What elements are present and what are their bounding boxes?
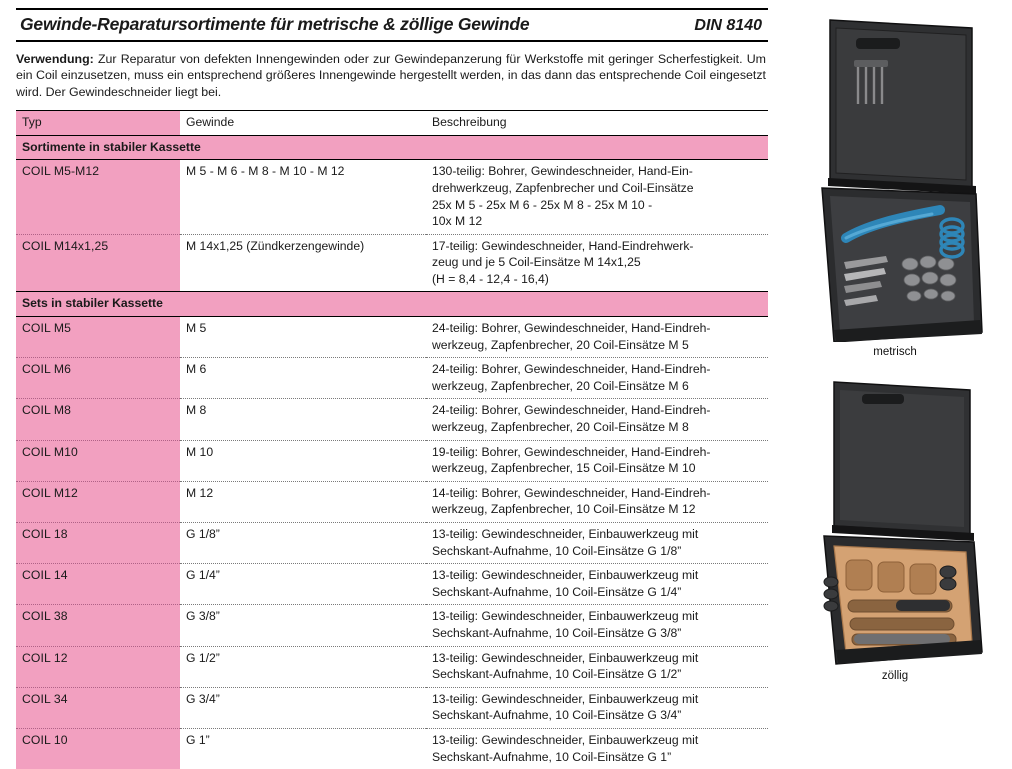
desc-line: werkzeug, Zapfenbrecher, 10 Coil-Einsätze M 12 [432,502,696,517]
desc-line: 17-teilig: Gewindeschneider, Hand-Eindrehwerk- [432,238,694,253]
cell-gewinde: M 6 [180,358,426,399]
cell-typ: COIL 10 [16,728,180,769]
desc-line: 24-teilig: Bohrer, Gewindeschneider, Hand-Eindreh- [432,403,711,418]
cell-beschreibung [426,687,768,728]
desc-line: Sechskant-Aufnahme, 10 Coil-Einsätze G 1/2” [432,667,682,682]
desc-line: 13-teilig: Gewindeschneider, Einbauwerkzeug mit [432,527,699,541]
section-title: Sets in stabiler Kassette [16,292,768,317]
content-column [16,8,768,769]
desc-line: Sechskant-Aufnahme, 10 Coil-Einsätze G 1/8” [432,543,682,558]
table-row [16,646,768,687]
desc-line: 25x M 5 - 25x M 6 - 25x M 8 - 25x M 10 - [432,197,653,212]
cell-typ: COIL 14 [16,564,180,605]
desc-line: Sechskant-Aufnahme, 10 Coil-Einsätze G 1” [432,749,672,764]
intro-label: Verwendung: [16,52,94,66]
cell-gewinde: G 3/4” [180,687,426,728]
cell-beschreibung [426,564,768,605]
cell-beschreibung [426,234,768,292]
cell-gewinde: M 8 [180,399,426,440]
cell-typ: COIL M10 [16,440,180,481]
photo-column [790,12,1000,682]
cell-beschreibung [426,605,768,646]
cell-typ: COIL M5 [16,317,180,358]
cell-gewinde: M 5 - M 6 - M 8 - M 10 - M 12 [180,160,426,234]
cell-typ: COIL 34 [16,687,180,728]
desc-line: werkzeug, Zapfenbrecher, 15 Coil-Einsätze M 10 [432,461,696,476]
cell-typ: COIL 38 [16,605,180,646]
desc-line: 13-teilig: Gewindeschneider, Einbauwerkzeug mit [432,609,699,624]
cell-beschreibung [426,523,768,564]
table-row [16,399,768,440]
table-header-row [16,111,768,136]
section-header-row [16,292,768,317]
desc-line: 13-teilig: Gewindeschneider, Einbauwerkzeug mit [432,650,699,665]
cell-beschreibung [426,646,768,687]
cell-typ: COIL M6 [16,358,180,399]
imperial-case-illustration [800,376,990,666]
table-row [16,523,768,564]
table-row [16,481,768,522]
desc-line: werkzeug, Zapfenbrecher, 20 Coil-Einsätze M 8 [432,420,689,435]
cell-gewinde: G 1/8” [180,523,426,564]
column-header-gewinde: Gewinde [180,111,426,136]
imperial-case-svg [800,376,990,666]
cell-beschreibung [426,399,768,440]
desc-line: Sechskant-Aufnahme, 10 Coil-Einsätze G 1/4” [432,584,682,599]
desc-line: 24-teilig: Bohrer, Gewindeschneider, Hand-Eindreh- [432,321,711,336]
table-row [16,440,768,481]
column-header-beschreibung: Beschreibung [426,111,768,136]
desc-line: 13-teilig: Gewindeschneider, Einbauwerkzeug mit [432,691,699,706]
desc-line: zeug und je 5 Coil-Einsätze M 14x1,25 [432,255,641,270]
desc-line: 13-teilig: Gewindeschneider, Einbauwerkzeug mit [432,568,699,583]
section-header-row [16,135,768,160]
desc-line: 13-teilig: Gewindeschneider, Einbauwerkzeug mit [432,732,699,747]
table-row [16,234,768,292]
intro-text: Zur Reparatur von defekten Innengewinden oder zur Gewindepanzerung für Werkstoffe mit geringer Scherfestigkeit. Um ein Coil einzusetzen, muss ein entsprechend größeres Innengewinde hergestellt werden, in das dann das entsprechende Coil eingesetzt wird. Der Gewindeschneider liegt bei. [16,52,766,99]
table-row [16,160,768,234]
table-row [16,605,768,646]
desc-line: 19-teilig: Bohrer, Gewindeschneider, Hand-Eindreh- [432,444,711,459]
cell-gewinde: M 10 [180,440,426,481]
table-row [16,564,768,605]
desc-line: werkzeug, Zapfenbrecher, 20 Coil-Einsätze M 5 [432,337,689,352]
cell-gewinde: G 3/8” [180,605,426,646]
cell-typ: COIL M8 [16,399,180,440]
desc-line: Sechskant-Aufnahme, 10 Coil-Einsätze G 3/8” [432,625,682,640]
column-header-typ: Typ [16,111,180,136]
table-row [16,358,768,399]
table-row [16,687,768,728]
products-table [16,110,768,769]
cell-beschreibung [426,317,768,358]
cell-typ: COIL 18 [16,523,180,564]
cell-beschreibung [426,728,768,769]
photo-caption-imperial: zöllig [881,670,909,682]
cell-beschreibung [426,440,768,481]
photo-caption-metric: metrisch [873,346,917,358]
page-title-bar [16,8,768,42]
intro-paragraph [16,51,768,100]
cell-beschreibung [426,160,768,234]
desc-line: (H = 8,4 - 12,4 - 16,4) [432,271,549,286]
cell-gewinde: M 12 [180,481,426,522]
cell-typ: COIL M14x1,25 [16,234,180,292]
desc-line: werkzeug, Zapfenbrecher, 20 Coil-Einsätze M 6 [432,378,689,393]
cell-typ: COIL M12 [16,481,180,522]
desc-line: 10x M 12 [432,214,483,229]
norm-badge: DIN 8140 [694,17,762,34]
table-row [16,728,768,769]
table-row [16,317,768,358]
imperial-case-photo [790,376,1000,682]
cell-gewinde: M 14x1,25 (Zündkerzengewinde) [180,234,426,292]
desc-line: drehwerkzeug, Zapfenbrecher und Coil-Einsätze [432,180,694,195]
cell-gewinde: M 5 [180,317,426,358]
page-title: Gewinde-Reparatursortimente für metrische & zöllige Gewinde [20,14,530,34]
cell-beschreibung [426,481,768,522]
metric-case-svg [800,12,990,342]
desc-line: 130-teilig: Bohrer, Gewindeschneider, Hand-Ein- [432,164,693,179]
cell-gewinde: G 1” [186,732,210,747]
metric-case-photo [790,12,1000,358]
cell-beschreibung [426,358,768,399]
desc-line: Sechskant-Aufnahme, 10 Coil-Einsätze G 3/4” [432,708,682,723]
cell-typ: COIL 12 [16,646,180,687]
cell-gewinde: G 1/2” [180,646,426,687]
cell-gewinde: G 1/4” [180,564,426,605]
section-title: Sortimente in stabiler Kassette [16,135,768,160]
cell-typ: COIL M5-M12 [16,160,180,234]
desc-line: 24-teilig: Bohrer, Gewindeschneider, Hand-Eindreh- [432,362,711,377]
desc-line: 14-teilig: Bohrer, Gewindeschneider, Hand-Eindreh- [432,485,711,500]
metric-case-illustration [800,12,990,342]
